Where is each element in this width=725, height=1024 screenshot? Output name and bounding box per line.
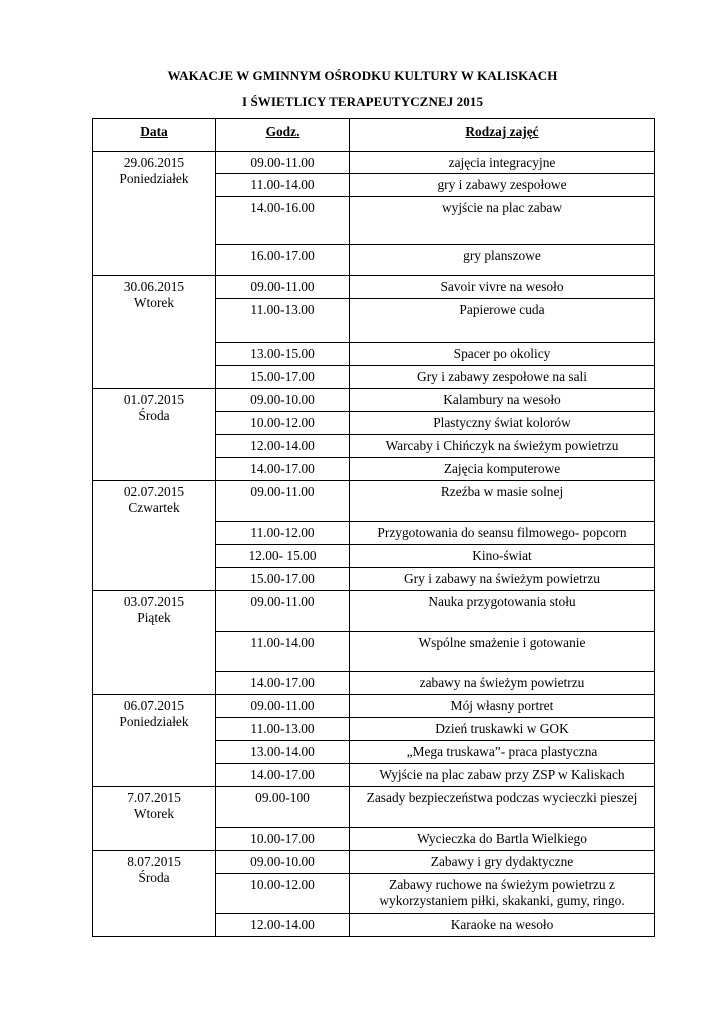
- date-cell: [93, 276, 216, 389]
- date-value: 03.07.2015: [123, 594, 185, 609]
- activity-cell: Papierowe cuda: [350, 299, 655, 343]
- activity-cell: gry planszowe: [350, 245, 655, 276]
- activity-cell: Mój własny portret: [350, 695, 655, 718]
- hours-cell: 12.00-14.00: [216, 914, 350, 937]
- activity-cell: wyjście na plac zabaw: [350, 197, 655, 245]
- date-value: 02.07.2015: [123, 484, 185, 499]
- activity-cell: Wycieczka do Bartla Wielkiego: [350, 828, 655, 851]
- date-value: 30.06.2015: [123, 279, 185, 294]
- activity-cell: Kalambury na wesoło: [350, 389, 655, 412]
- hours-cell: 14.00-17.00: [216, 458, 350, 481]
- table-row: [93, 695, 655, 718]
- activity-cell: Warcaby i Chińczyk na świeżym powietrzu: [350, 435, 655, 458]
- hours-cell: 14.00-16.00: [216, 197, 350, 245]
- header-date: Data: [93, 119, 216, 152]
- date-cell: [93, 152, 216, 276]
- hours-cell: 09.00-100: [216, 787, 350, 828]
- hours-cell: 10.00-17.00: [216, 828, 350, 851]
- schedule-body: [93, 152, 655, 937]
- date-cell: [93, 389, 216, 481]
- activity-cell: Dzień truskawki w GOK: [350, 718, 655, 741]
- hours-cell: 09.00-11.00: [216, 152, 350, 174]
- weekday-value: Poniedziałek: [119, 714, 189, 729]
- weekday-value: Środa: [138, 870, 170, 885]
- activity-cell: Gry i zabawy na świeżym powietrzu: [350, 568, 655, 591]
- date-value: 8.07.2015: [127, 854, 181, 869]
- table-row: [93, 851, 655, 874]
- activity-cell: Gry i zabawy zespołowe na sali: [350, 366, 655, 389]
- hours-cell: 09.00-11.00: [216, 481, 350, 522]
- hours-cell: 10.00-12.00: [216, 874, 350, 914]
- schedule-table: [92, 118, 655, 937]
- weekday-value: Wtorek: [133, 295, 175, 310]
- hours-cell: 10.00-12.00: [216, 412, 350, 435]
- activity-cell: gry i zabawy zespołowe: [350, 174, 655, 197]
- activity-cell: Plastyczny świat kolorów: [350, 412, 655, 435]
- activity-cell: Zasady bezpieczeństwa podczas wycieczki pieszej: [350, 787, 655, 828]
- date-cell: [93, 695, 216, 787]
- hours-cell: 09.00-11.00: [216, 591, 350, 632]
- weekday-value: Piątek: [137, 610, 171, 625]
- hours-cell: 15.00-17.00: [216, 366, 350, 389]
- activity-cell: Zabawy ruchowe na świeżym powietrzu z wykorzystaniem piłki, skakanki, gumy, ringo.: [350, 874, 655, 914]
- activity-cell: Wyjście na plac zabaw przy ZSP w Kaliskach: [350, 764, 655, 787]
- activity-cell: Karaoke na wesoło: [350, 914, 655, 937]
- hours-cell: 13.00-14.00: [216, 741, 350, 764]
- activity-cell: zabawy na świeżym powietrzu: [350, 672, 655, 695]
- table-row: [93, 152, 655, 174]
- document-title-line1: WAKACJE W GMINNYM OŚRODKU KULTURY W KALISKACH: [167, 68, 558, 83]
- hours-cell: 14.00-17.00: [216, 672, 350, 695]
- header-hours: Godz.: [216, 119, 350, 152]
- activity-cell: Zajęcia komputerowe: [350, 458, 655, 481]
- header-activity: Rodzaj zajęć: [350, 119, 655, 152]
- date-value: 7.07.2015: [127, 790, 181, 805]
- hours-cell: 12.00- 15.00: [216, 545, 350, 568]
- hours-cell: 14.00-17.00: [216, 764, 350, 787]
- table-row: [93, 389, 655, 412]
- date-value: 01.07.2015: [123, 392, 185, 407]
- hours-cell: 11.00-14.00: [216, 174, 350, 197]
- activity-cell: „Mega truskawa”- praca plastyczna: [350, 741, 655, 764]
- hours-cell: 15.00-17.00: [216, 568, 350, 591]
- date-cell: [93, 591, 216, 695]
- activity-cell: zajęcia integracyjne: [350, 152, 655, 174]
- weekday-value: Czwartek: [128, 500, 180, 515]
- activity-cell: Nauka przygotowania stołu: [350, 591, 655, 632]
- activity-cell: Zabawy i gry dydaktyczne: [350, 851, 655, 874]
- activity-cell: Przygotowania do seansu filmowego- popcorn: [350, 522, 655, 545]
- date-cell: [93, 787, 216, 851]
- hours-cell: 11.00-14.00: [216, 632, 350, 672]
- weekday-value: Poniedziałek: [119, 171, 189, 186]
- header-row: [93, 119, 655, 152]
- date-cell: [93, 481, 216, 591]
- date-value: 06.07.2015: [123, 698, 185, 713]
- table-row: [93, 591, 655, 632]
- hours-cell: 11.00-13.00: [216, 299, 350, 343]
- hours-cell: 12.00-14.00: [216, 435, 350, 458]
- table-row: [93, 787, 655, 828]
- hours-cell: 09.00-11.00: [216, 276, 350, 299]
- hours-cell: 09.00-10.00: [216, 851, 350, 874]
- hours-cell: 16.00-17.00: [216, 245, 350, 276]
- date-value: 29.06.2015: [123, 155, 185, 170]
- table-row: [93, 481, 655, 522]
- activity-cell: Wspólne smażenie i gotowanie: [350, 632, 655, 672]
- activity-cell: Rzeźba w masie solnej: [350, 481, 655, 522]
- hours-cell: 09.00-10.00: [216, 389, 350, 412]
- document-title-line2: I ŚWIETLICY TERAPEUTYCZNEJ 2015: [241, 94, 484, 109]
- hours-cell: 09.00-11.00: [216, 695, 350, 718]
- date-cell: [93, 851, 216, 937]
- activity-cell: Savoir vivre na wesoło: [350, 276, 655, 299]
- weekday-value: Środa: [138, 408, 170, 423]
- table-row: [93, 276, 655, 299]
- activity-cell: Kino-świat: [350, 545, 655, 568]
- hours-cell: 11.00-12.00: [216, 522, 350, 545]
- activity-cell: Spacer po okolicy: [350, 343, 655, 366]
- hours-cell: 11.00-13.00: [216, 718, 350, 741]
- hours-cell: 13.00-15.00: [216, 343, 350, 366]
- weekday-value: Wtorek: [133, 806, 175, 821]
